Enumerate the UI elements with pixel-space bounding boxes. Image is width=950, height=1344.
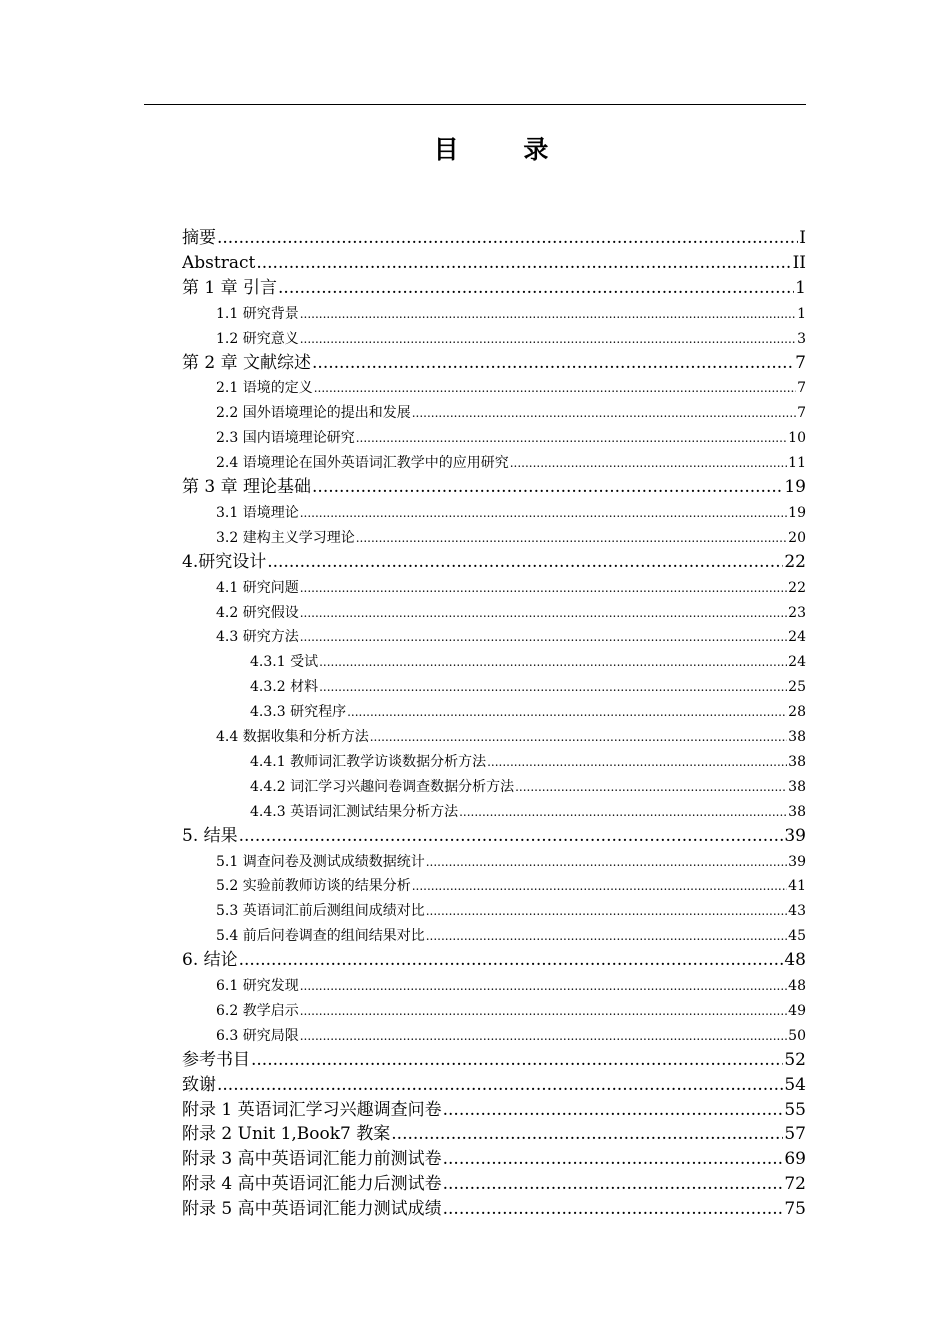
toc-entry-page-number: 22: [788, 579, 806, 596]
toc-entry-page-number: 19: [788, 504, 806, 521]
toc-entry-label: 6.1 研究发现: [216, 978, 299, 994]
toc-dot-leader: [459, 802, 787, 822]
toc-dot-leader: [217, 1074, 783, 1096]
toc-dot-leader: [314, 378, 796, 398]
toc-entry-label: 5.4 前后问卷调查的组间结果对比: [216, 928, 425, 945]
toc-entry-page-number: I: [799, 228, 806, 248]
toc-dot-leader: [370, 727, 787, 747]
toc-entry-label: 第 1 章 引言: [182, 277, 278, 298]
toc-entry-label: 4.4.2 词汇学习兴趣问卷调查数据分析方法: [250, 778, 515, 795]
toc-entry-page-number: 72: [784, 1174, 806, 1195]
header-rule: [144, 104, 806, 105]
toc-dot-leader: [443, 1099, 784, 1121]
toc-entry[interactable]: [216, 1021, 806, 1046]
toc-entry-label: 6.3 研究局限: [216, 1027, 299, 1044]
toc-entry-label: 2.2 国外语境理论的提出和发展: [216, 405, 411, 422]
toc-dot-leader: [515, 777, 787, 797]
toc-heading: 目 录: [433, 135, 577, 164]
toc-entry-label: 6.2 教学启示: [216, 1002, 299, 1019]
toc-entry-label: 摘要: [182, 228, 216, 248]
toc-entry[interactable]: [182, 1170, 806, 1195]
toc-entry-label: 5.2 实验前教师访谈的结果分析: [216, 878, 411, 895]
toc-dot-leader: [300, 329, 796, 349]
toc-entry-label: 2.3 国内语境理论研究: [216, 430, 355, 447]
toc-entry[interactable]: [250, 772, 806, 797]
toc-dot-leader: [300, 603, 787, 623]
toc-dot-leader: [278, 277, 794, 299]
toc-entry[interactable]: [216, 299, 806, 324]
toc-dot-leader: [267, 551, 783, 573]
toc-entry-label: 2.4 语境理论在国外英语词汇教学中的应用研究: [216, 455, 509, 472]
toc-dot-leader: [239, 949, 784, 971]
toc-entry-label: 致谢: [182, 1074, 216, 1095]
toc-entry-page-number: 75: [784, 1199, 806, 1220]
toc-entry[interactable]: [182, 946, 806, 971]
toc-entry[interactable]: [216, 996, 806, 1021]
toc-entry[interactable]: [182, 548, 806, 573]
toc-entry-label: 5. 结果: [182, 825, 238, 846]
toc-entry[interactable]: [216, 324, 806, 349]
toc-entry[interactable]: [182, 1120, 806, 1145]
toc-entry-page-number: 48: [784, 950, 806, 971]
toc-dot-leader: [217, 227, 798, 249]
toc-entry[interactable]: [216, 847, 806, 872]
toc-entry[interactable]: [250, 672, 806, 697]
toc-dot-leader: [319, 652, 787, 672]
toc-entry[interactable]: [182, 249, 806, 274]
toc-entry-label: 4.4 数据收集和分析方法: [216, 729, 369, 745]
toc-entry[interactable]: [216, 373, 806, 398]
toc-dot-leader: [312, 352, 794, 374]
toc-dot-leader: [487, 752, 787, 772]
toc-entry[interactable]: [182, 1195, 806, 1220]
toc-entry[interactable]: [182, 822, 806, 847]
toc-entry-page-number: 23: [788, 604, 806, 621]
toc-entry-label: 4.4.1 教师词汇教学访谈数据分析方法: [250, 753, 487, 770]
toc-entry-page-number: 52: [784, 1049, 806, 1070]
toc-entry-label: 附录 4 高中英语词汇能力后测试卷: [182, 1174, 442, 1195]
toc-entry-page-number: 11: [788, 455, 806, 472]
toc-dot-leader: [300, 976, 787, 996]
toc-entry-label: 4.4.3 英语词汇测试结果分析方法: [250, 803, 459, 820]
toc-dot-leader: [300, 627, 787, 647]
toc-entry[interactable]: [216, 398, 806, 423]
toc-entry-page-number: 38: [788, 803, 806, 820]
toc-dot-leader: [300, 1026, 787, 1046]
toc-entry-label: 4.3.2 材料: [250, 679, 319, 696]
toc-entry-label: 附录 2 Unit 1,Book7 教案: [182, 1124, 391, 1145]
toc-entry-page-number: 7: [797, 380, 806, 397]
toc-entry[interactable]: [216, 598, 806, 623]
toc-entry[interactable]: [216, 871, 806, 896]
toc-entry-page-number: 50: [788, 1027, 806, 1044]
toc-entry[interactable]: [182, 224, 806, 249]
toc-entry[interactable]: [216, 448, 806, 473]
toc-dot-leader: [510, 453, 787, 473]
toc-dot-leader: [239, 825, 784, 847]
toc-dot-leader: [412, 876, 787, 896]
toc-entry-label: 第 2 章 文献综述: [182, 352, 312, 373]
toc-entry[interactable]: [182, 274, 806, 299]
toc-entry[interactable]: [216, 498, 806, 523]
toc-dot-leader: [300, 503, 787, 523]
toc-entry-page-number: 1: [797, 305, 806, 322]
toc-entry[interactable]: [216, 896, 806, 921]
toc-dot-leader: [391, 1123, 783, 1145]
toc-entry-label: 4.3 研究方法: [216, 629, 299, 646]
toc-entry[interactable]: [250, 797, 806, 822]
toc-entry-page-number: 43: [788, 903, 806, 920]
toc-entry-label: 参考书目: [182, 1049, 250, 1070]
toc-entry-page-number: 28: [788, 704, 806, 721]
toc-entry-label: 4.3.1 受试: [250, 654, 319, 671]
toc-entry-label: 2.1 语境的定义: [216, 380, 313, 397]
toc-entry-page-number: II: [792, 252, 806, 273]
toc-entry-page-number: 39: [784, 825, 806, 846]
toc-entry-page-number: 38: [788, 778, 806, 795]
toc-entry-page-number: 39: [788, 853, 806, 870]
toc-entry-page-number: 25: [788, 679, 806, 696]
toc-dot-leader: [426, 901, 787, 921]
toc-entry-label: 6. 结论: [182, 950, 238, 971]
toc-entry[interactable]: [216, 971, 806, 996]
toc-entry-label: 5.1 调查问卷及测试成绩数据统计: [216, 853, 425, 870]
toc-dot-leader: [412, 403, 796, 423]
toc-entry-label: 附录 1 英语词汇学习兴趣调查问卷: [182, 1099, 442, 1120]
toc-entry-page-number: 19: [784, 477, 806, 497]
toc-entry[interactable]: [216, 921, 806, 946]
toc-entry-page-number: 49: [788, 1002, 806, 1019]
toc-entry-label: 1.2 研究意义: [216, 330, 299, 347]
toc-entry-page-number: 7: [795, 352, 806, 373]
toc-dot-leader: [426, 926, 787, 946]
toc-entry-label: 附录 3 高中英语词汇能力前测试卷: [182, 1149, 442, 1170]
toc-entry-page-number: 7: [797, 405, 806, 422]
toc-entry[interactable]: [182, 349, 806, 374]
toc-entry-page-number: 48: [788, 978, 806, 994]
toc-dot-leader: [443, 1148, 784, 1170]
toc-entry-page-number: 20: [788, 529, 806, 546]
toc-entry-label: 4.2 研究假设: [216, 604, 299, 621]
toc-entry-page-number: 54: [784, 1074, 806, 1095]
toc-dot-leader: [347, 702, 787, 722]
toc-dot-leader: [251, 1049, 783, 1071]
toc-dot-leader: [426, 852, 787, 872]
toc-entry-label: 5.3 英语词汇前后测组间成绩对比: [216, 903, 425, 920]
toc-dot-leader: [300, 1001, 787, 1021]
toc-entry[interactable]: [250, 697, 806, 722]
toc-entry[interactable]: [216, 573, 806, 598]
toc-entry[interactable]: [216, 722, 806, 747]
toc-entry-page-number: 57: [784, 1124, 806, 1145]
toc-entry-label: Abstract: [182, 252, 256, 273]
toc-entry-label: 附录 5 高中英语词汇能力测试成绩: [182, 1199, 442, 1220]
toc-entry-page-number: 22: [784, 551, 806, 572]
toc-entry[interactable]: [250, 647, 806, 672]
toc-entry[interactable]: [182, 473, 806, 498]
toc-entry-page-number: 24: [788, 654, 806, 671]
toc-entry-page-number: 38: [788, 729, 806, 745]
toc-entry[interactable]: [182, 1046, 806, 1071]
toc-entry[interactable]: [216, 622, 806, 647]
toc-dot-leader: [300, 304, 796, 324]
toc-dot-leader: [300, 578, 787, 598]
toc-entry-page-number: 55: [784, 1099, 806, 1120]
toc-entry[interactable]: [250, 747, 806, 772]
toc-entry-page-number: 1: [795, 277, 806, 298]
toc-entry-page-number: 41: [788, 878, 806, 895]
toc-entry-page-number: 69: [784, 1149, 806, 1170]
toc-entry-page-number: 3: [797, 330, 806, 347]
toc-entry-label: 4.1 研究问题: [216, 579, 299, 596]
toc-entry-page-number: 38: [788, 753, 806, 770]
toc-dot-leader: [319, 677, 787, 697]
toc-entry-label: 4.3.3 研究程序: [250, 704, 347, 721]
toc-entry-label: 第 3 章 理论基础: [182, 477, 312, 497]
toc-dot-leader: [356, 528, 787, 548]
toc-dot-leader: [443, 1173, 784, 1195]
toc-entry-page-number: 45: [788, 928, 806, 945]
toc-entry[interactable]: [216, 523, 806, 548]
toc-entry-label: 1.1 研究背景: [216, 305, 299, 322]
toc-entry[interactable]: [182, 1145, 806, 1170]
toc-entry[interactable]: [182, 1071, 806, 1096]
toc-dot-leader: [443, 1198, 784, 1220]
toc-entry-page-number: 24: [788, 629, 806, 646]
toc-entry-label: 4.研究设计: [182, 551, 267, 572]
toc-entry[interactable]: [216, 423, 806, 448]
toc-dot-leader: [312, 476, 783, 498]
toc-entry-label: 3.1 语境理论: [216, 504, 299, 521]
toc-entry-page-number: 10: [788, 430, 806, 447]
toc-dot-leader: [256, 252, 791, 274]
toc-entry[interactable]: [182, 1096, 806, 1121]
toc-dot-leader: [356, 428, 787, 448]
toc-entry-label: 3.2 建构主义学习理论: [216, 529, 355, 546]
